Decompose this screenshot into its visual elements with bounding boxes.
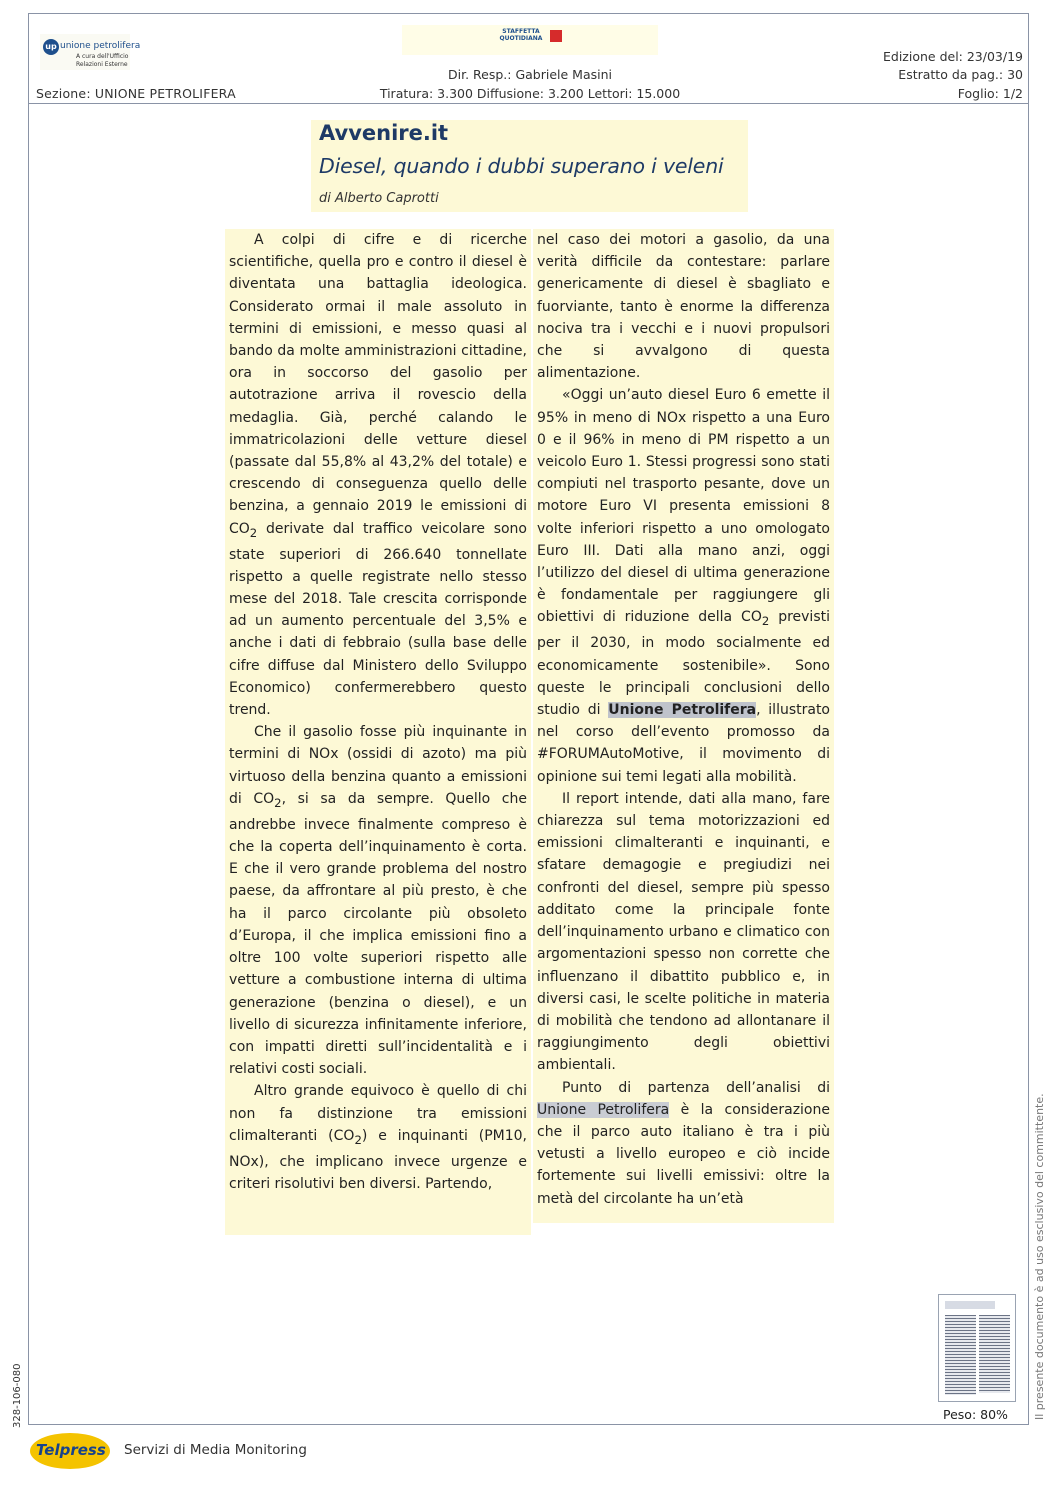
sheet-number: Foglio: 1/2 <box>957 86 1023 101</box>
article-headline: Diesel, quando i dubbi superano i veleni <box>319 154 724 178</box>
weight-label: Peso: 80% <box>943 1407 1008 1422</box>
up-logo-mark: up <box>43 39 59 55</box>
telpress-logo: Telpress <box>30 1433 110 1469</box>
up-logo-subtitle: A cura dell'Ufficio Relazioni Esterne <box>76 53 129 68</box>
publication-logo <box>402 25 658 55</box>
thumbnail-column <box>979 1315 1010 1393</box>
footer-tagline: Servizi di Media Monitoring <box>124 1442 307 1458</box>
publication-logo-mark <box>498 28 544 50</box>
extract-page: Estratto da pag.: 30 <box>898 67 1023 82</box>
publication-logo-text: STAFFETTA QUOTIDIANA <box>499 28 543 42</box>
paragraph: Il report intende, dati alla mano, fare chiarezza sul tema motorizzazioni ed emissioni climalteranti e inquinanti, e sfatare demagogie e pregiudizi nei confronti del diesel, sempre più spesso additato come la principale fonte dell’inquinamento urbano e climatico con argomentazioni spesso non corrette che influenzano il dibattito pubblico e, in diversi casi, le scelte politiche in materia di mobilità che tendono ad allontanare il raggiungimento degli obiettivi ambientali. <box>537 790 830 1074</box>
circulation-label: Tiratura: 3.300 Diffusione: 3.200 Lettori: 15.000 <box>379 86 681 101</box>
paragraph: A colpi di cifre e di ricerche scientifiche, quella pro e contro il diesel è diventata una battaglia ideologica. Considerato ormai il male assoluto in termini di emissioni, e messo quasi al bando da molte amministrazioni cittadine, ora in soccorso del gasolio per autotrazione arriva il rovescio della medaglia. Già, perché calando le immatricolazioni delle vetture diesel (passate dal 55,8% al 43,2% del totale) e crescendo di conseguenza quello delle benzina, a gennaio 2019 le emissioni di $CO_2$ derivate dal traffico veicolare sono state superiori di 266.640 tonnellate rispetto a quelle registrate nello stesso mese del 2018. Tale crescita corrisponde ad un aumento percentuale del 3,5% e anche i dati di febbraio (sulla base delle cifre diffuse dal Ministero dello Sviluppo Economico) confermerebbero questo trend. <box>229 232 527 719</box>
publication-logo-flag-icon <box>550 30 562 42</box>
paragraph: nel caso dei motori a gasolio, da una verità difficile da contestare: parlare genericamente di diesel è sbagliato e fuorviante, tanto è enorme la differenza nociva tra i vecchi e i nuovi propulsori che si avvalgono di questa alimentazione. <box>537 232 830 382</box>
source-name: Avvenire.it <box>319 121 449 145</box>
paragraph: Altro grande equivoco è quello di chi non fa distinzione tra emissioni climalteranti $(CO_2)$ e inquinanti (PM10, NOx), che implicano invece urgenze e criteri risolutivi ben diversi. Partendo, <box>229 1083 527 1192</box>
header-divider <box>28 103 1029 104</box>
page-thumbnail <box>938 1294 1016 1402</box>
document-code: 328-106-080 <box>12 1363 23 1428</box>
article-byline: di Alberto Caprotti <box>319 191 439 206</box>
highlighted-term: Unione Petrolifera <box>537 1101 670 1118</box>
unione-petrolifera-logo <box>40 34 141 70</box>
thumbnail-column <box>945 1315 976 1395</box>
article-column-2 <box>533 229 834 1223</box>
paragraph: «Oggi un’auto diesel Euro 6 emette il 95% in meno di NOx rispetto a una Euro 0 e il 96% in meno di PM rispetto a un veicolo Euro 1. Stessi progressi sono stati compiuti nel trasporto pesante, dove un motore Euro VI presenta emissioni 8 volte inferiori rispetto a uno omologato Euro III. Dati alla mano anzi, oggi l’utilizzo del diesel di ultima generazione è fondamentale per raggiungere gli obiettivi di riduzione della $CO_2$ previsti per il 2030, in modo socialmente ed economicamente sostenibile». Sono queste le principali conclusioni dello studio di Unione Petrolifera, illustrato nel corso dell’evento promosso da #FORUMAutoMotive, il movimento di opinione sui temi legati alla mobilità. <box>537 387 830 785</box>
paragraph: Che il gasolio fosse più inquinante in termini di NOx (ossidi di azoto) ma più virtuoso della benzina quanto a emissioni di $CO_2$, si sa da sempre. Quello che andrebbe invece finalmente compreso è che la coperta dell’inquinamento è corta. E che il vero grande problema del nostro paese, da affrontare al più presto, è che ha il parco circolante più obsoleto d’Europa, il che implica emissioni fino a oltre 100 volte superiori rispetto alle vetture a combustione interna di ultima generazione (benzina o diesel), e un livello di sicurezza infinitamente inferiore, con impatti diretti sull’incidentalità e i relativi costi sociali. <box>229 724 527 1078</box>
paragraph: Punto di partenza dell’analisi di Unione Petrolifera è la considerazione che il parco auto italiano è tra i più vetusti a livello europeo e ciò incide fortemente sui livelli emissivi: oltre la metà del circolante ha un’età <box>537 1079 830 1207</box>
edition-date: Edizione del: 23/03/19 <box>883 49 1023 64</box>
highlighted-term: Unione Petrolifera <box>608 702 757 719</box>
section-label: Sezione: UNIONE PETROLIFERA <box>36 86 236 101</box>
article-column-1 <box>225 229 531 1235</box>
director-label: Dir. Resp.: Gabriele Masini <box>447 67 612 82</box>
usage-disclaimer: Il presente documento è ad uso esclusivo del committente. <box>1033 1093 1046 1420</box>
article-title-block <box>311 120 748 212</box>
up-logo-name: unione petrolifera <box>60 41 141 51</box>
thumbnail-title <box>945 1301 995 1309</box>
